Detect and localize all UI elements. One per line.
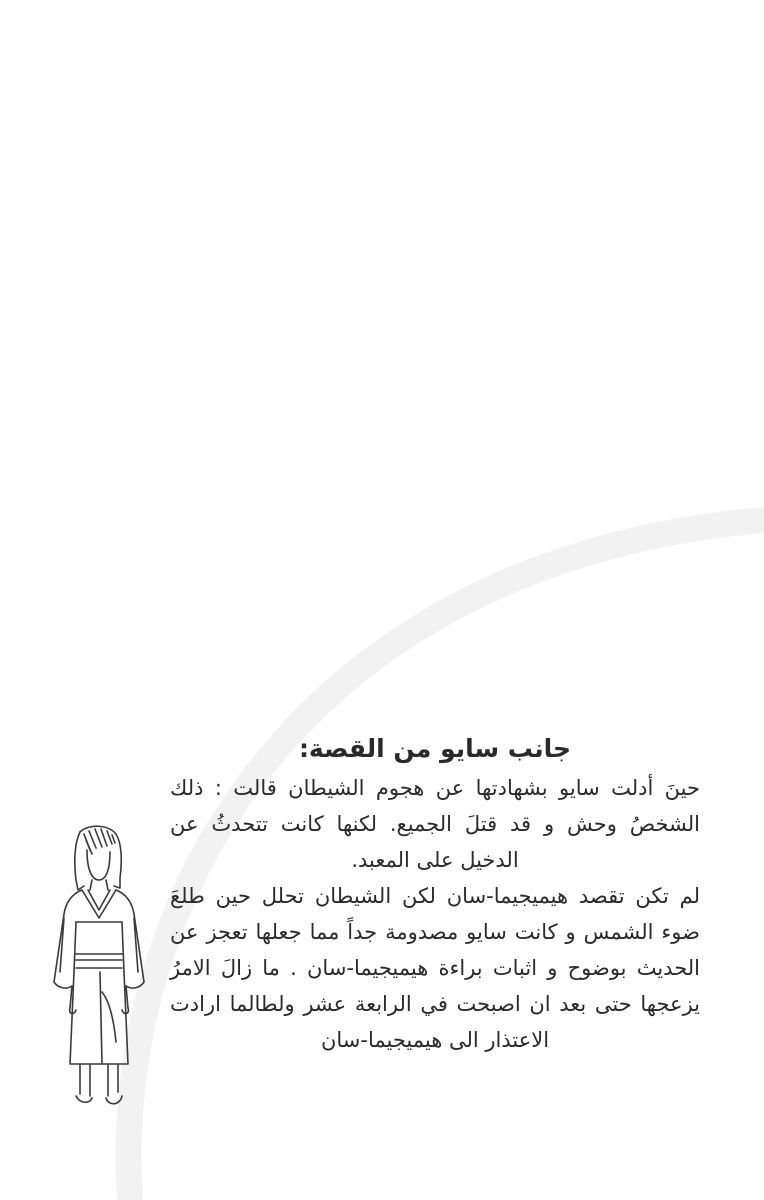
story-paragraph-1: حينَ أدلت سايو بشهادتها عن هجوم الشيطان قالت : ذلك الشخصُ وحش و قد قتلَ الجميع. لكنها كانت تتحدثُ عن الدخيل على المعبد. — [170, 776, 700, 872]
story-text-block — [170, 728, 700, 1058]
story-paragraph-2: لم تكن تقصد هيميجيما-سان لكن الشيطان تحلل حين طلعَ ضوء الشمس و كانت سايو مصدومة جداً مما جعلها تعجز عن الحديث بوضوح و اثبات براءة هيميجيما-سان . ما زالَ الامرُ يزعجها حتى بعد ان اصبحت في الرابعة عشر ولطالما ارادت الاعتذار الى هيميجيما-سان — [170, 884, 700, 1052]
story-title: جانب سايو من القصة: — [298, 734, 572, 763]
girl-in-kimono-sketch-icon — [40, 822, 155, 1112]
